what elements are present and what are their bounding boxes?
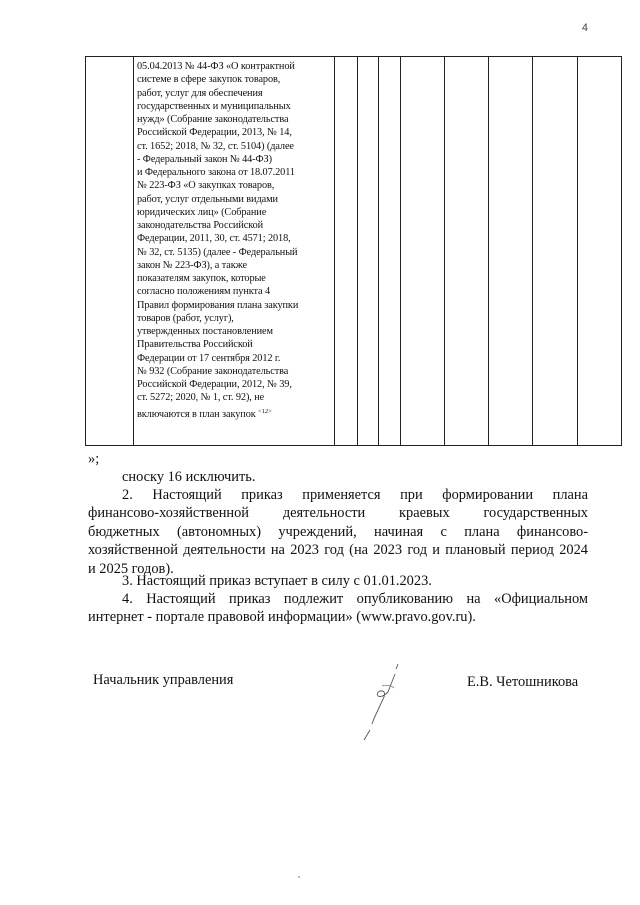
paragraph-line: бюджетных (автономных) учреждений, начиная с плана финансово- [88,523,588,540]
closing-quote: »; [88,451,100,467]
cell-line: нужд» (Собрание законодательства [137,114,289,125]
cell-line: 05.04.2013 № 44-ФЗ «О контрактной [137,61,295,72]
cell-line: юридических лиц» (Собрание [137,206,267,218]
handwritten-signature [352,660,412,745]
cell-line: закон № 223-ФЗ), а также [137,259,247,271]
table-cell-empty [578,57,622,446]
cell-line: Федерации, 2011, 30, ст. 4571; 2018, [137,233,291,245]
table-row [86,57,622,446]
cell-line: согласно положениям пункта 4 [137,286,271,298]
scan-speck [298,876,300,878]
document-table [85,56,622,446]
paragraph-item-3: 3. Настоящий приказ вступает в силу с 01.01.2023. [122,573,432,589]
footnote-removal: сноску 16 исключить. [122,469,256,485]
cell-line: работ, услуг для обеспечения [137,87,263,99]
cell-line: утвержденных постановлением [137,326,273,337]
cell-line [137,405,332,421]
cell-line: ст. 1652; 2018, № 32, ст. 5104) (далее [137,140,294,152]
cell-line: работ, услуг отдельными видами [137,193,278,205]
table-cell-empty [533,57,578,446]
paragraph-line: 4. Настоящий приказ подлежит опубликованию на «Официальном [122,591,588,607]
cell-line: показателям закупок, которые [137,273,266,284]
footnote-marker: <12> [258,407,272,415]
cell-line: Правительства Российской [137,339,253,351]
paragraph-line: хозяйственной деятельности на 2023 год (на 2023 год и плановый период 2024 [88,542,588,559]
cell-line: системе в сфере закупок товаров, [137,74,281,86]
page-number: 4 [581,22,588,34]
paragraph-item-2 [88,486,588,578]
table-cell-empty [335,57,358,446]
paragraph-line: 2. Настоящий приказ применяется при формировании плана [122,487,588,503]
cell-line: № 932 (Собрание законодательства [137,365,289,377]
cell-line: Федерации от 17 сентября 2012 г. [137,352,281,364]
cell-line: и Федерального закона от 18.07.2011 [137,167,295,178]
cell-line: Российской Федерации, 2012, № 39, [137,379,292,390]
table-cell-empty [358,57,379,446]
cell-line: товаров (работ, услуг), [137,312,234,324]
table-cell-empty [445,57,489,446]
cell-line-last: включаются в план закупок [137,408,256,420]
cell-line: ст. 5272; 2020, № 1, ст. 92), не [137,392,265,404]
cell-line: № 32, ст. 5135) (далее - Федеральный [137,246,298,258]
table-cell-empty [86,57,134,446]
cell-line: государственных и муниципальных [137,100,291,112]
cell-line: Правил формирования плана закупки [137,299,299,311]
table-cell-empty [379,57,401,446]
table-cell-text [134,57,335,446]
cell-line: - Федеральный закон № 44-ФЗ) [137,153,272,165]
signer-name: Е.В. Четошникова [467,674,579,690]
paragraph-line: и 2025 годов). [88,560,174,577]
paragraph-line: финансово-хозяйственной деятельности краевых государственных [88,505,588,522]
table-cell-empty [401,57,445,446]
cell-line: Российской Федерации, 2013, № 14, [137,127,292,139]
table-cell-empty [489,57,533,446]
paragraph-line: интернет - портале правовой информации» (www.pravo.gov.ru). [88,609,476,626]
paragraph-item-4 [88,590,588,627]
signer-title: Начальник управления [93,672,234,688]
cell-line: законодательства Российской [137,220,264,231]
cell-line: № 223-ФЗ «О закупках товаров, [137,180,275,192]
